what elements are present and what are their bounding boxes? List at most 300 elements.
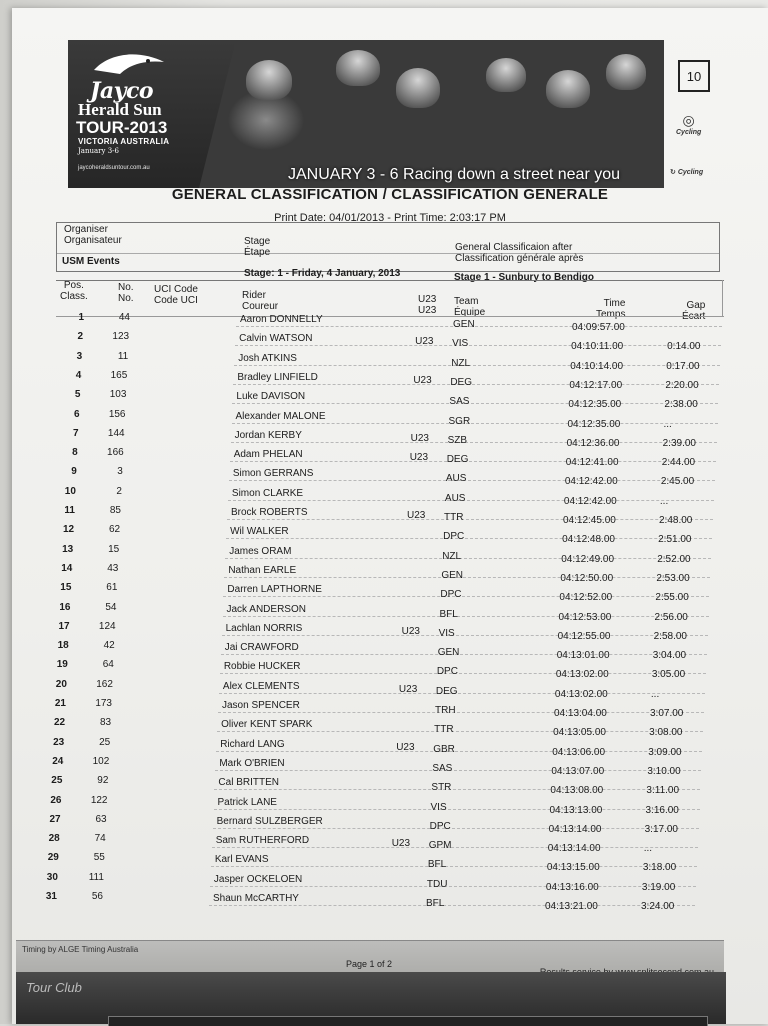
position-cell: 11: [64, 505, 75, 516]
bib-number-cell: 123: [112, 331, 130, 343]
u23-cell: U23: [409, 452, 429, 464]
cycling-swirl-icon: ↻: [670, 169, 678, 176]
row-divider: [234, 365, 720, 366]
row-divider: [232, 423, 718, 424]
time-cell: 04:13:08.00: [550, 785, 604, 797]
row-divider: [209, 905, 695, 906]
position-cell: 20: [55, 678, 67, 690]
team-cell: STR: [431, 782, 452, 794]
position-cell: 18: [57, 640, 69, 652]
time-cell: 04:13:16.00: [545, 881, 599, 893]
bib-number-cell: 173: [95, 698, 112, 709]
gap-cell: 3:08.00: [649, 727, 683, 739]
gap-cell: 2:56.00: [654, 611, 688, 623]
gap-cell: 2:51.00: [658, 534, 692, 546]
rider-name-cell: Simon GERRANS: [232, 468, 314, 480]
table-row: [0, 486, 760, 505]
bib-number-cell: 44: [118, 312, 130, 323]
col-head-no-fr: No.: [118, 293, 134, 304]
col-head-no-en: No.: [118, 282, 134, 293]
bib-number-cell: 122: [90, 794, 108, 806]
u23-cell: U23: [410, 432, 429, 444]
u23-cell: U23: [396, 741, 415, 753]
table-row: [0, 602, 755, 621]
u23-cell: U23: [407, 510, 426, 521]
rider-name-cell: Lachlan NORRIS: [225, 622, 303, 634]
col-head-pos-fr: Class.: [60, 291, 88, 302]
time-cell: 04:12:35.00: [568, 399, 622, 411]
team-cell: DEG: [450, 376, 472, 388]
rider-name-cell: Bernard SULZBERGER: [216, 815, 323, 827]
team-cell: SAS: [432, 762, 453, 774]
table-row: [0, 312, 768, 331]
tour-club-inner-panel: [108, 1016, 708, 1026]
row-divider: [211, 866, 697, 867]
team-cell: GPM: [428, 840, 452, 852]
team-cell: VIS: [452, 338, 469, 350]
team-cell: DEG: [446, 454, 469, 466]
team-cell: AUS: [445, 473, 467, 485]
row-divider: [218, 712, 704, 713]
time-cell: 04:13:02.00: [555, 669, 609, 681]
col-head-gap-fr: Écart: [682, 311, 706, 322]
brand-name: Jayco: [90, 78, 154, 104]
bib-number-cell: 43: [107, 562, 119, 574]
rider-name-cell: Alexander MALONE: [235, 410, 326, 422]
time-cell: 04:12:42.00: [563, 495, 617, 507]
team-cell: AUS: [444, 492, 466, 504]
col-head-pos-en: Pos.: [63, 280, 84, 291]
bib-number-cell: 56: [91, 891, 103, 902]
time-cell: 04:12:17.00: [569, 379, 623, 391]
bib-number-cell: 74: [94, 833, 106, 845]
time-cell: 04:12:49.00: [561, 553, 615, 565]
position-cell: 13: [62, 543, 74, 555]
position-cell: 5: [74, 389, 81, 401]
row-divider: [223, 596, 709, 597]
table-row: [0, 852, 743, 874]
table-row: [0, 428, 763, 447]
time-cell: 04:12:53.00: [558, 611, 612, 623]
time-cell: 04:13:21.00: [545, 901, 598, 912]
bib-number-cell: 156: [108, 408, 126, 420]
banner-caption: JANUARY 3 - 6 Racing down a street near you: [288, 166, 621, 183]
rider-name-cell: Luke DAVISON: [236, 391, 306, 403]
team-cell: GBR: [433, 743, 455, 755]
timing-credit: Timing by ALGE Timing Australia: [22, 945, 139, 954]
team-cell: NZL: [442, 550, 462, 562]
gap-cell: 3:09.00: [648, 746, 682, 758]
bib-number-cell: 11: [117, 350, 129, 362]
row-divider: [230, 461, 716, 462]
time-cell: 04:13:05.00: [553, 727, 606, 739]
col-head-rider-en: Rider: [242, 290, 266, 301]
time-cell: 04:12:52.00: [559, 592, 613, 604]
table-row: [0, 659, 752, 681]
team-cell: GEN: [437, 647, 460, 659]
position-cell: 29: [47, 852, 59, 864]
position-cell: 31: [45, 891, 57, 902]
row-divider: [236, 326, 722, 327]
rider-name-cell: Jai CRAWFORD: [224, 642, 299, 654]
position-cell: 15: [60, 582, 72, 594]
gap-cell: 3:24.00: [641, 901, 675, 912]
col-head-u23-en: U23: [418, 294, 437, 305]
bib-number-cell: 166: [107, 447, 124, 459]
gap-cell: 3:17.00: [644, 823, 678, 835]
organiser-value: USM Events: [62, 256, 120, 267]
table-row: [0, 814, 745, 833]
table-row: [0, 756, 747, 775]
rider-name-cell: Shaun McCARTHY: [213, 893, 299, 904]
bib-number-cell: 25: [99, 736, 111, 748]
row-divider: [221, 654, 707, 655]
gap-cell: 2:38.00: [664, 399, 698, 411]
position-cell: 22: [53, 717, 66, 729]
gap-cell: 2:53.00: [656, 572, 690, 584]
position-cell: 27: [49, 813, 61, 825]
team-cell: SGR: [448, 415, 471, 427]
table-row: [0, 582, 755, 604]
gap-cell: 2:20.00: [665, 379, 699, 391]
position-cell: 25: [51, 775, 63, 787]
position-cell: 1: [78, 312, 84, 323]
position-cell: 7: [73, 427, 79, 439]
rider-name-cell: Patrick LANE: [217, 796, 277, 808]
row-divider: [220, 673, 706, 674]
team-cell: GEN: [453, 319, 475, 330]
rider-name-cell: Wil WALKER: [230, 526, 289, 538]
event-location: VICTORIA AUSTRALIA: [78, 137, 170, 146]
col-head-u23-fr: U23: [418, 305, 437, 316]
team-cell: DPC: [429, 820, 451, 832]
time-cell: 04:12:36.00: [566, 437, 620, 449]
table-row: [0, 447, 762, 469]
gap-cell: 3:04.00: [652, 650, 687, 662]
position-cell: 19: [56, 659, 68, 671]
stage-value: Stage: 1 - Friday, 4 January, 2013: [244, 268, 401, 279]
time-cell: 04:13:14.00: [547, 843, 601, 855]
gap-cell: ...: [663, 418, 672, 430]
position-cell: 28: [48, 833, 60, 845]
team-cell: SAS: [449, 396, 470, 408]
time-cell: 04:12:48.00: [562, 534, 615, 546]
table-row: [0, 891, 741, 910]
team-cell: TTR: [434, 724, 454, 736]
table-row: [0, 698, 750, 717]
col-head-time-en: Time: [603, 298, 626, 309]
time-cell: 04:13:15.00: [546, 862, 600, 874]
row-divider: [228, 500, 714, 501]
cycling-logo-label: Cycling: [676, 129, 702, 136]
team-cell: BFL: [426, 898, 445, 909]
col-head-uci-fr: Code UCI: [154, 295, 198, 306]
gap-cell: 2:44.00: [661, 457, 696, 469]
team-cell: GEN: [441, 569, 463, 581]
bib-number-cell: 54: [105, 601, 117, 613]
team-cell: TDU: [426, 878, 448, 890]
gap-cell: 3:16.00: [645, 804, 679, 816]
position-cell: 2: [77, 331, 84, 343]
row-divider: [217, 731, 703, 732]
rider-name-cell: Robbie HUCKER: [223, 661, 301, 673]
position-cell: 24: [52, 755, 64, 767]
table-row: [0, 524, 758, 546]
row-divider: [224, 577, 710, 578]
row-divider: [231, 442, 717, 443]
gap-cell: ...: [659, 495, 669, 507]
print-date-time: Print Date: 04/01/2013 - Print Time: 2:03:17 PM: [274, 212, 506, 224]
row-divider: [227, 519, 713, 520]
rider-name-cell: Bradley LINFIELD: [237, 371, 318, 383]
bib-number-cell: 162: [96, 678, 113, 690]
rider-name-cell: Jack ANDERSON: [226, 603, 306, 615]
rider-name-cell: Mark O'BRIEN: [219, 757, 285, 769]
bib-number-cell: 83: [99, 717, 112, 729]
table-row: [0, 737, 748, 756]
table-row: [0, 563, 756, 582]
time-cell: 04:12:50.00: [560, 572, 614, 584]
team-cell: DPC: [436, 666, 458, 678]
position-cell: 16: [59, 601, 71, 613]
bib-number-cell: 2: [116, 485, 122, 497]
bib-number-cell: 144: [107, 427, 125, 439]
team-cell: DPC: [443, 531, 465, 543]
organiser-label-fr: Organisateur: [64, 235, 122, 246]
team-cell: VIS: [430, 801, 447, 813]
rider-name-cell: Karl EVANS: [214, 854, 269, 866]
time-cell: 04:12:42.00: [564, 476, 618, 488]
page-indicator: Page 1 of 2: [346, 959, 393, 969]
gap-cell: 2:55.00: [655, 592, 689, 604]
stage-label-en: Stage: [244, 236, 271, 247]
bib-number-cell: 102: [92, 755, 110, 767]
bib-number-cell: 124: [98, 620, 116, 632]
col-head-rider-fr: Coureur: [242, 301, 279, 312]
table-row: [0, 833, 744, 855]
row-divider: [216, 751, 702, 752]
gap-cell: 0:17.00: [666, 360, 700, 372]
rider-name-cell: Jasper OCKELOEN: [213, 873, 303, 885]
tour-club-panel: [16, 972, 726, 1024]
rider-name-cell: Josh ATKINS: [238, 352, 297, 364]
organiser-label-en: Organiser: [64, 224, 108, 235]
team-cell: TRH: [435, 705, 456, 716]
team-cell: BFL: [439, 608, 458, 620]
bib-number-cell: 103: [109, 389, 127, 401]
table-row: [0, 679, 751, 698]
gap-cell: 2:45.00: [660, 476, 695, 488]
cycling-ring-icon: ◎: [682, 112, 695, 128]
document-title: GENERAL CLASSIFICATION / CLASSIFICATION GENERALE: [171, 186, 609, 203]
bib-number-cell: 63: [95, 813, 107, 825]
position-cell: 4: [75, 369, 82, 381]
col-head-team-en: Team: [454, 296, 479, 307]
rider-name-cell: Jason SPENCER: [222, 700, 300, 711]
time-cell: 04:13:14.00: [548, 823, 602, 835]
time-cell: 04:12:55.00: [557, 630, 611, 642]
gap-cell: 2:39.00: [662, 437, 696, 449]
rider-name-cell: Richard LANG: [220, 738, 285, 750]
rider-name-cell: Jordan KERBY: [234, 429, 302, 441]
gap-cell: ...: [643, 843, 653, 855]
time-cell: 04:12:41.00: [565, 457, 619, 469]
gap-cell: 2:58.00: [653, 630, 687, 642]
gap-cell: 3:19.00: [641, 881, 676, 893]
gc-label-fr: Classification générale après: [455, 253, 584, 264]
position-cell: 6: [73, 408, 80, 420]
time-cell: 04:10:11.00: [571, 341, 624, 353]
tour-club-label: Tour Club: [26, 980, 82, 995]
row-divider: [214, 789, 700, 790]
position-cell: 12: [62, 524, 75, 536]
row-divider: [222, 635, 708, 636]
team-cell: NZL: [451, 357, 471, 369]
row-divider: [214, 809, 700, 810]
event-name-line1: Herald Sun: [78, 100, 162, 119]
gap-cell: 2:52.00: [657, 553, 691, 565]
rider-name-cell: Brock ROBERTS: [231, 507, 308, 518]
u23-cell: U23: [398, 683, 418, 695]
row-divider: [219, 693, 705, 694]
rider-name-cell: James ORAM: [229, 545, 292, 557]
bib-number-cell: 92: [97, 775, 109, 787]
rider-name-cell: Darren LAPTHORNE: [227, 584, 322, 596]
row-divider: [210, 886, 696, 887]
team-cell: VIS: [438, 627, 455, 639]
col-head-time-fr: Temps: [596, 309, 626, 320]
rider-name-cell: Cal BRITTEN: [218, 777, 279, 789]
u23-cell: U23: [391, 838, 411, 850]
position-cell: 23: [53, 736, 65, 748]
gap-cell: 2:48.00: [659, 515, 693, 526]
row-divider: [229, 480, 715, 481]
bib-number-cell: 111: [88, 871, 104, 883]
row-divider: [232, 403, 718, 404]
team-cell: TTR: [444, 512, 464, 523]
gap-cell: 3:11.00: [646, 785, 680, 797]
position-cell: 14: [61, 562, 73, 574]
table-row: [0, 389, 764, 411]
rider-name-cell: Simon CLARKE: [231, 487, 304, 499]
rider-name-cell: Aaron DONNELLY: [240, 314, 323, 325]
event-dates: January 3-6: [78, 147, 119, 155]
bib-number-cell: 42: [103, 640, 115, 652]
table-row: [0, 331, 767, 353]
table-row: [0, 466, 761, 488]
table-row: [0, 544, 757, 563]
time-cell: 04:13:07.00: [551, 765, 605, 777]
table-row: [0, 505, 759, 524]
bib-number-cell: 15: [108, 543, 120, 555]
table-row: [0, 370, 765, 389]
col-head-uci-en: UCI Code: [154, 284, 198, 295]
event-url: jaycoheraldsuntour.com.au: [78, 165, 150, 171]
row-divider: [226, 538, 712, 539]
time-cell: 04:13:04.00: [554, 708, 607, 719]
row-divider: [212, 847, 698, 848]
table-row: [0, 717, 749, 739]
gap-cell: 3:10.00: [647, 765, 681, 777]
position-cell: 30: [46, 871, 58, 883]
u23-cell: U23: [401, 625, 420, 637]
position-cell: 9: [71, 466, 77, 478]
position-cell: 21: [54, 698, 66, 709]
table-row: [0, 409, 764, 428]
time-cell: 04:09:57.00: [572, 322, 625, 333]
u23-cell: U23: [415, 336, 434, 348]
position-cell: 10: [64, 485, 76, 497]
team-cell: BFL: [427, 859, 447, 871]
row-divider: [225, 558, 711, 559]
bib-number-cell: 61: [106, 582, 118, 594]
row-divider: [235, 345, 721, 346]
position-cell: 17: [58, 620, 70, 632]
gap-cell: 0:14.00: [667, 341, 701, 353]
gap-cell: 3:18.00: [642, 862, 677, 874]
col-head-team-fr: Équipe: [454, 307, 486, 318]
rider-name-cell: Adam PHELAN: [233, 449, 303, 461]
rider-name-cell: Oliver KENT SPARK: [221, 719, 313, 731]
cycling-logo-label: Cycling: [677, 169, 704, 176]
bib-number-cell: 64: [102, 659, 114, 671]
row-divider: [233, 384, 719, 385]
table-row: [0, 872, 742, 891]
gap-cell: ...: [650, 688, 660, 700]
table-row: [0, 351, 766, 370]
table-row: [0, 621, 754, 640]
rider-name-cell: Calvin WATSON: [239, 333, 313, 345]
col-head-gap-en: Gap: [686, 300, 706, 311]
row-divider: [223, 616, 709, 617]
page-number-box: 10: [678, 60, 710, 92]
rider-name-cell: Nathan EARLE: [228, 564, 297, 576]
time-cell: 04:13:02.00: [554, 688, 608, 700]
bib-number-cell: 165: [110, 369, 128, 381]
time-cell: 04:13:01.00: [556, 650, 610, 662]
bib-number-cell: 62: [108, 524, 121, 536]
row-divider: [215, 770, 701, 771]
rider-name-cell: Sam RUTHERFORD: [215, 835, 310, 847]
position-cell: 26: [50, 794, 62, 806]
team-cell: DEG: [435, 685, 458, 697]
position-cell: 3: [76, 350, 83, 362]
bib-number-cell: 85: [109, 505, 121, 516]
gap-cell: 3:05.00: [651, 669, 686, 681]
team-cell: DPC: [440, 589, 462, 601]
time-cell: 04:12:35.00: [567, 418, 621, 430]
team-cell: SZB: [447, 434, 468, 446]
u23-cell: U23: [413, 374, 432, 386]
gc-label-en: General Classificaion after: [455, 242, 573, 253]
position-cell: 8: [72, 447, 78, 459]
stage-label-fr: Étape: [244, 247, 271, 258]
table-row: [0, 795, 746, 814]
gc-value: Stage 1 - Sunbury to Bendigo: [454, 272, 595, 283]
event-name-line2: TOUR-2013: [76, 118, 168, 137]
time-cell: 04:13:06.00: [552, 746, 606, 758]
bib-number-cell: 3: [117, 466, 123, 478]
table-row: [0, 775, 746, 797]
gap-cell: 3:07.00: [650, 708, 684, 719]
time-cell: 04:10:14.00: [570, 360, 624, 372]
bib-number-cell: 55: [93, 852, 105, 864]
table-row: [0, 640, 753, 662]
time-cell: 04:13:13.00: [549, 804, 603, 816]
rider-name-cell: Alex CLEMENTS: [222, 680, 300, 692]
time-cell: 04:12:45.00: [563, 515, 616, 526]
row-divider: [213, 828, 699, 829]
